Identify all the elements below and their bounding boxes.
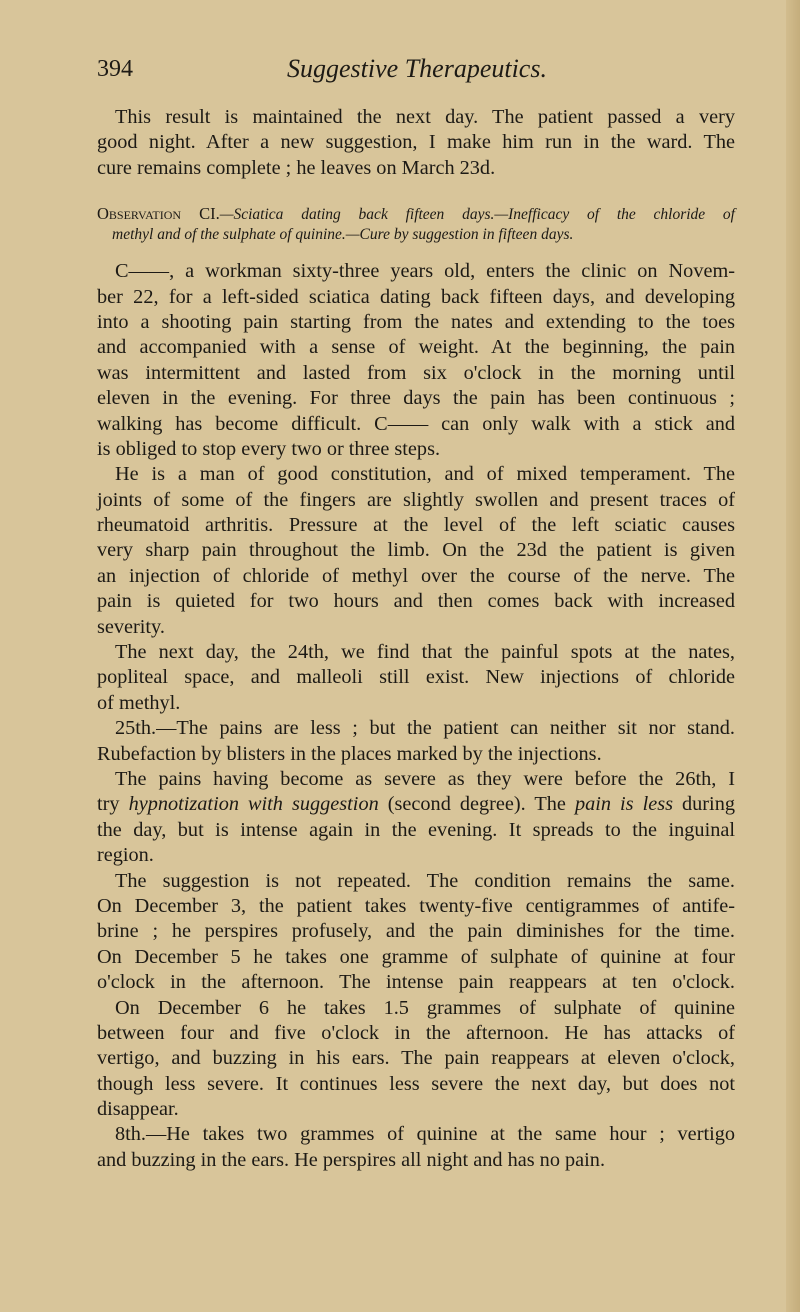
text-line: between four and five o'clock in the afternoon. He has attacks of — [97, 1021, 735, 1044]
paragraph — [97, 716, 735, 767]
paragraph — [97, 869, 735, 996]
text-line: was intermittent and lasted from six o'clock in the morning until — [97, 361, 735, 384]
italic-phrase: hypnotization with suggestion — [128, 793, 379, 816]
observation-label: Observation CI. — [97, 204, 220, 224]
text-line: rheumatoid arthritis. Pressure at the level of the left sciatic causes — [97, 514, 735, 537]
observation-line — [97, 203, 735, 224]
text-span: try — [97, 793, 129, 816]
text-line: o'clock in the afternoon. The intense pain reappears at ten o'clock. — [97, 971, 735, 994]
text-line: The suggestion is not repeated. The condition remains the same. — [115, 869, 735, 892]
text-line: of methyl. — [97, 691, 181, 714]
text-line: region. — [97, 844, 154, 867]
text-line: good night. After a new suggestion, I make him run in the ward. The — [97, 131, 735, 154]
running-title: Suggestive Therapeutics. — [287, 54, 547, 83]
text-line: Rubefaction by blisters in the places marked by the injections. — [97, 742, 602, 765]
text-line: vertigo, and buzzing in his ears. The pain reappears at eleven o'clock, — [97, 1047, 735, 1070]
text-line: The pains having become as severe as they were before the 26th, I — [115, 767, 735, 790]
text-span: during — [673, 793, 735, 816]
text-line: cure remains complete ; he leaves on March 23d. — [97, 156, 496, 179]
text-line: brine ; he perspires profusely, and the pain diminishes for the time. — [97, 920, 735, 943]
intro-paragraphs — [97, 105, 735, 181]
text-line: On December 3, the patient takes twenty-five centigrammes of antife- — [97, 894, 735, 917]
page-number: 394 — [97, 56, 133, 82]
text-line: joints of some of the fingers are slightly swollen and present traces of — [97, 488, 735, 511]
text-line: This result is maintained the next day. The patient passed a very — [115, 106, 735, 128]
text-line: C——, a workman sixty-three years old, enters the clinic on Novem- — [115, 260, 735, 283]
text-line: eleven in the evening. For three days the pain has been continuous ; — [97, 387, 735, 410]
text-line: the day, but is intense again in the evening. It spreads to the inguinal — [97, 818, 735, 841]
text-line: He is a man of good constitution, and of mixed temperament. The — [115, 463, 735, 486]
text-line: is obliged to stop every two or three steps. — [97, 437, 441, 460]
text-span: (second degree). The — [378, 793, 575, 816]
paragraph — [97, 767, 735, 869]
text-line: popliteal space, and malleoli still exist. New injections of chloride — [97, 666, 735, 689]
paragraph — [97, 1122, 735, 1173]
paragraph — [97, 640, 735, 716]
observation-subtitle: methyl and of the sulphate of quinine.—Cure by suggestion in fifteen days. — [112, 226, 574, 244]
observation-line — [97, 224, 735, 245]
text-line: though less severe. It continues less severe the next day, but does not — [97, 1072, 735, 1095]
text-line: an injection of chloride of methyl over the course of the nerve. The — [97, 564, 735, 587]
text-line: The next day, the 24th, we find that the painful spots at the nates, — [115, 641, 735, 664]
text-line: pain is quieted for two hours and then comes back with increased — [97, 590, 735, 613]
text-line: severity. — [97, 615, 165, 638]
observation-heading — [97, 203, 735, 245]
page-header — [97, 56, 737, 92]
paragraph — [97, 259, 735, 462]
paragraph — [97, 996, 735, 1123]
text-line: ber 22, for a left-sided sciatica dating back fifteen days, and developing — [97, 285, 735, 308]
text-line: 8th.—He takes two grammes of quinine at the same hour ; vertigo — [115, 1123, 735, 1146]
text-line: walking has become difficult. C—— can only walk with a stick and — [97, 412, 735, 435]
text-line — [97, 792, 735, 817]
text-line: On December 6 he takes 1.5 grammes of sulphate of quinine — [115, 996, 735, 1019]
text-line: into a shooting pain starting from the nates and extending to the toes — [97, 310, 735, 333]
paragraph — [97, 462, 735, 640]
page-edge — [786, 0, 800, 1312]
text-line: and accompanied with a sense of weight. At the beginning, the pain — [97, 336, 735, 359]
text-line: 25th.—The pains are less ; but the patient can neither sit nor stand. — [115, 717, 735, 740]
text-line: very sharp pain throughout the limb. On the 23d the patient is given — [97, 539, 735, 562]
page-body — [97, 105, 735, 1173]
body-paragraphs — [97, 259, 735, 1173]
observation-title: —Sciatica dating back fifteen days.—Inefficacy of the chloride of — [219, 206, 735, 224]
paragraph — [97, 105, 735, 181]
italic-phrase: pain is less — [574, 793, 673, 816]
text-line: and buzzing in the ears. He perspires all night and has no pain. — [97, 1148, 606, 1171]
text-line: On December 5 he takes one gramme of sulphate of quinine at four — [97, 945, 735, 968]
text-line: disappear. — [97, 1098, 179, 1121]
